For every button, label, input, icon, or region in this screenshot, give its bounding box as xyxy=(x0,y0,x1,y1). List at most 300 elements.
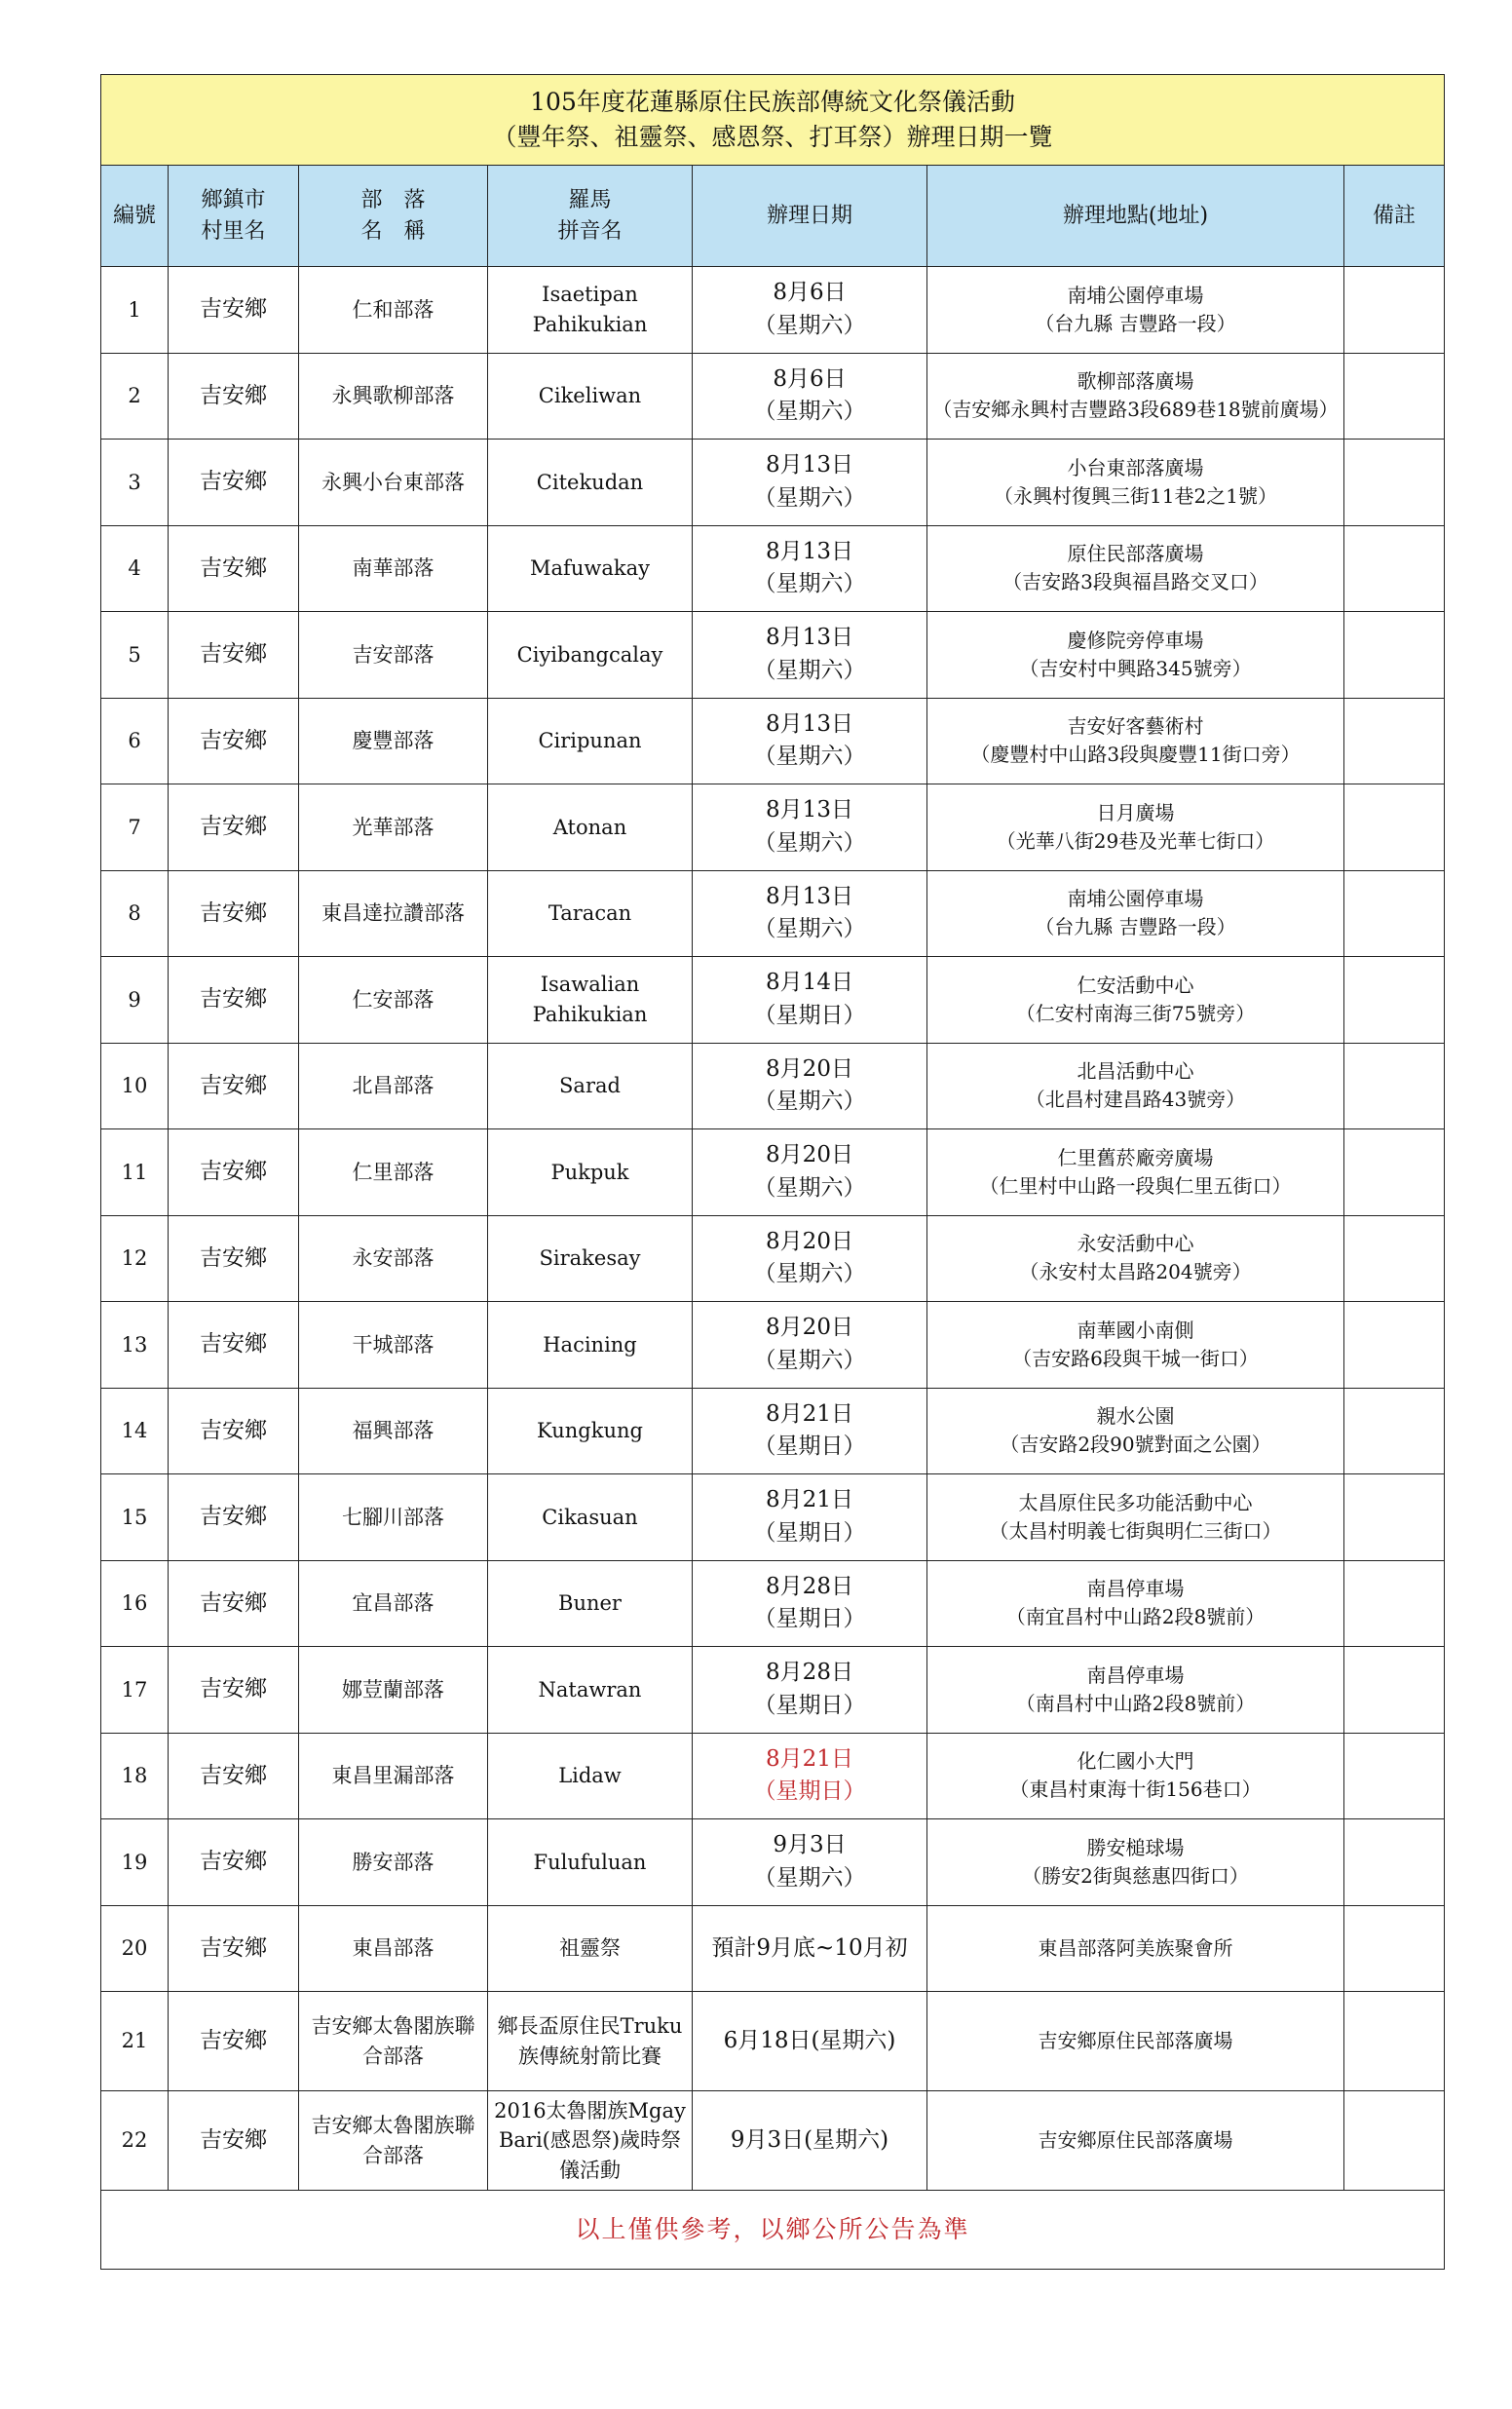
row-town xyxy=(169,267,299,354)
row-place-place2: （永興村復興三街11巷2之1號） xyxy=(994,483,1277,508)
row-date xyxy=(693,353,927,440)
row-roman xyxy=(488,1129,693,1216)
table-row xyxy=(101,525,1445,612)
row-place-place1: 原住民部落廣場 xyxy=(1067,542,1204,566)
row-roman xyxy=(488,2091,693,2191)
table-row xyxy=(101,870,1445,957)
row-tribe-tribe: 宜昌部落 xyxy=(352,1591,435,1616)
row-town-town: 吉安鄉 xyxy=(200,1676,267,1702)
row-num xyxy=(101,870,169,957)
row-num-num: 1 xyxy=(128,297,141,322)
row-roman xyxy=(488,1388,693,1474)
row-tribe xyxy=(299,267,488,354)
row-town xyxy=(169,353,299,440)
row-town xyxy=(169,957,299,1044)
row-place xyxy=(927,440,1344,526)
row-tribe-tribe: 東昌部落 xyxy=(352,1936,435,1961)
table-row xyxy=(101,2091,1445,2191)
row-num-num: 17 xyxy=(121,1677,148,1702)
row-tribe-tribe: 南華部落 xyxy=(352,556,435,581)
row-tribe-tribe: 仁里部落 xyxy=(352,1160,435,1184)
row-num-num: 19 xyxy=(121,1850,148,1874)
row-place-place2: （勝安2街與慈惠四街口） xyxy=(1022,1863,1249,1888)
table-row xyxy=(101,1043,1445,1129)
row-date-date2: （星期六） xyxy=(753,484,866,511)
row-roman-roman1: Atonan xyxy=(552,815,627,839)
row-tribe xyxy=(299,870,488,957)
row-town-town: 吉安鄉 xyxy=(200,1331,267,1357)
row-note xyxy=(1344,1302,1445,1389)
row-town xyxy=(169,1043,299,1129)
row-place-place2: （吉安村中興路345號旁） xyxy=(1019,656,1252,680)
row-place-place1: 南華國小南側 xyxy=(1077,1318,1194,1342)
row-date-date2: （星期六） xyxy=(753,1089,866,1115)
row-num xyxy=(101,1474,169,1561)
row-roman-roman1: Natawran xyxy=(538,1677,642,1702)
row-tribe xyxy=(299,1819,488,1906)
row-place xyxy=(927,1733,1344,1819)
row-num xyxy=(101,1043,169,1129)
row-num-num: 18 xyxy=(121,1764,148,1788)
row-town-town: 吉安鄉 xyxy=(200,986,267,1013)
row-roman-roman1: Ciyibangcalay xyxy=(516,642,663,667)
row-place-place1: 仁安活動中心 xyxy=(1077,973,1194,997)
row-place xyxy=(927,2091,1344,2191)
row-town xyxy=(169,1647,299,1734)
row-roman-roman1: Mafuwakay xyxy=(530,556,650,581)
row-place-place2: （南昌村中山路2段8號前） xyxy=(1015,1691,1256,1715)
row-date-date1: 預計9月底~10月初 xyxy=(711,1934,908,1961)
row-num xyxy=(101,1215,169,1302)
row-date-date1: 8月20日 xyxy=(766,1315,853,1341)
row-roman-roman1: Isawalian xyxy=(540,973,640,997)
row-date-date1: 8月13日 xyxy=(766,452,853,478)
row-date-date1: 8月13日 xyxy=(766,883,853,909)
row-place-place1: 親水公園 xyxy=(1096,1404,1175,1429)
table-row xyxy=(101,1302,1445,1389)
row-num-num: 22 xyxy=(121,2128,148,2153)
row-num xyxy=(101,440,169,526)
table-row xyxy=(101,784,1445,871)
row-roman xyxy=(488,1302,693,1389)
schedule-rows xyxy=(101,267,1445,2191)
row-tribe xyxy=(299,784,488,871)
row-note xyxy=(1344,2091,1445,2191)
row-place-place1: 東昌部落阿美族聚會所 xyxy=(1038,1935,1233,1960)
row-date xyxy=(693,1560,927,1647)
row-tribe xyxy=(299,957,488,1044)
row-date-date2: （星期六） xyxy=(753,829,866,856)
row-date-date2: （星期六） xyxy=(753,657,866,683)
row-date-date2: （星期六） xyxy=(753,1347,866,1373)
row-date xyxy=(693,1129,927,1216)
row-town-town: 吉安鄉 xyxy=(200,1244,267,1271)
row-num xyxy=(101,1560,169,1647)
row-town-town: 吉安鄉 xyxy=(200,1417,267,1443)
row-tribe xyxy=(299,612,488,699)
row-note xyxy=(1344,1129,1445,1216)
row-roman xyxy=(488,353,693,440)
table-row xyxy=(101,957,1445,1044)
header-tribe-line2: 名 稱 xyxy=(360,218,426,244)
row-num-num: 5 xyxy=(128,642,141,667)
row-place-place1: 吉安好客藝術村 xyxy=(1067,714,1204,739)
row-tribe xyxy=(299,1043,488,1129)
row-date-date2: （星期日） xyxy=(753,1692,866,1718)
row-date-date1: 8月20日 xyxy=(766,1055,853,1082)
row-town xyxy=(169,2091,299,2191)
row-date xyxy=(693,1905,927,1992)
title-line-2: （豐年祭、祖靈祭、感恩祭、打耳祭）辦理日期一覽 xyxy=(492,123,1053,151)
row-num-num: 8 xyxy=(128,901,141,926)
row-roman xyxy=(488,1560,693,1647)
row-roman-roman1: Pukpuk xyxy=(550,1160,629,1184)
row-roman xyxy=(488,957,693,1044)
row-date xyxy=(693,2091,927,2191)
row-town-town: 吉安鄉 xyxy=(200,1934,267,1961)
row-date-date2: （星期六） xyxy=(753,1174,866,1201)
row-tribe-tribe: 福興部落 xyxy=(352,1419,435,1443)
row-town xyxy=(169,1474,299,1561)
row-place-place1: 小台東部落廣場 xyxy=(1067,455,1204,479)
row-town xyxy=(169,1129,299,1216)
row-date xyxy=(693,1388,927,1474)
row-num-num: 13 xyxy=(121,1332,148,1357)
row-roman-roman1: 祖靈祭 xyxy=(559,1936,621,1961)
row-date-date2: （星期六） xyxy=(753,1864,866,1891)
row-roman xyxy=(488,784,693,871)
row-town-town: 吉安鄉 xyxy=(200,469,267,495)
row-tribe xyxy=(299,1388,488,1474)
row-date-date1: 8月6日 xyxy=(773,365,847,392)
table-row xyxy=(101,353,1445,440)
row-note xyxy=(1344,267,1445,354)
row-date-date2: （星期六） xyxy=(753,1261,866,1287)
row-town-town: 吉安鄉 xyxy=(200,1762,267,1788)
row-tribe-tribe: 吉安鄉太魯閣族聯合部落 xyxy=(311,2014,475,2068)
row-place xyxy=(927,1215,1344,1302)
row-note xyxy=(1344,957,1445,1044)
row-date-date1: 8月21日 xyxy=(766,1745,853,1772)
row-date xyxy=(693,784,927,871)
row-note xyxy=(1344,698,1445,784)
row-date-date1: 9月3日(星期六) xyxy=(730,2126,889,2153)
row-num-num: 9 xyxy=(128,987,141,1012)
title-row xyxy=(101,75,1445,166)
footer-row xyxy=(101,2191,1445,2270)
row-roman-roman1: Taracan xyxy=(548,901,632,926)
row-note xyxy=(1344,1647,1445,1734)
row-num-num: 16 xyxy=(121,1591,148,1616)
row-roman-roman1: Hacining xyxy=(543,1332,637,1357)
table-row xyxy=(101,1215,1445,1302)
row-tribe xyxy=(299,698,488,784)
row-date xyxy=(693,440,927,526)
row-tribe-tribe: 吉安部落 xyxy=(352,642,435,667)
row-roman-roman1: Ciripunan xyxy=(538,729,642,753)
header-tribe-line1: 部 落 xyxy=(360,187,426,212)
table-row xyxy=(101,1992,1445,2091)
row-tribe xyxy=(299,1215,488,1302)
row-place xyxy=(927,1560,1344,1647)
table-row xyxy=(101,267,1445,354)
row-note xyxy=(1344,525,1445,612)
row-date xyxy=(693,525,927,612)
row-town xyxy=(169,698,299,784)
row-place-place2: （南宜昌村中山路2段8號前） xyxy=(1005,1605,1266,1629)
row-date-date1: 8月21日 xyxy=(766,1400,853,1427)
row-date-date1: 9月3日 xyxy=(773,1832,847,1858)
row-place-place2: （吉安路3段與福昌路交叉口） xyxy=(1002,570,1268,594)
row-num xyxy=(101,1388,169,1474)
row-town-town: 吉安鄉 xyxy=(200,641,267,668)
row-place-place1: 北昌活動中心 xyxy=(1077,1059,1194,1084)
row-place-place2: （仁里村中山路一段與仁里五街口） xyxy=(979,1173,1292,1198)
row-roman-roman1: 2016太魯閣族Mgay Bari(感恩祭)歲時祭儀活動 xyxy=(494,2098,686,2182)
row-town-town: 吉安鄉 xyxy=(200,1589,267,1616)
row-num xyxy=(101,1905,169,1992)
row-num xyxy=(101,698,169,784)
row-place-place2: （台九縣 吉豐路一段） xyxy=(1035,915,1236,939)
row-tribe-tribe: 吉安鄉太魯閣族聯合部落 xyxy=(311,2114,475,2167)
row-date-date2: （星期六） xyxy=(753,916,866,942)
table-row xyxy=(101,1388,1445,1474)
row-place xyxy=(927,698,1344,784)
row-tribe-tribe: 永興小台東部落 xyxy=(321,470,465,494)
row-town-town: 吉安鄉 xyxy=(200,1159,267,1185)
row-roman-roman1: Sarad xyxy=(559,1074,621,1098)
row-town-town: 吉安鄉 xyxy=(200,1849,267,1875)
row-num-num: 6 xyxy=(128,729,141,753)
row-num xyxy=(101,1992,169,2091)
row-date-date1: 8月14日 xyxy=(766,970,853,996)
row-roman-roman1: Lidaw xyxy=(558,1764,622,1788)
row-place-place1: 南埔公園停車場 xyxy=(1067,283,1204,307)
row-date xyxy=(693,612,927,699)
row-date-date1: 8月20日 xyxy=(766,1142,853,1168)
row-roman-roman1: Cikasuan xyxy=(542,1505,638,1529)
row-date-date1: 8月20日 xyxy=(766,1228,853,1254)
row-place-place2: （永安村太昌路204號旁） xyxy=(1019,1260,1252,1284)
row-note xyxy=(1344,1474,1445,1561)
header-town-line2: 村里名 xyxy=(201,218,266,244)
row-town-town: 吉安鄉 xyxy=(200,1504,267,1530)
footer-note: 以上僅供參考，以鄉公所公告為準 xyxy=(101,2191,1445,2270)
row-tribe-tribe: 北昌部落 xyxy=(352,1074,435,1098)
row-date xyxy=(693,1302,927,1389)
row-num-num: 12 xyxy=(121,1246,148,1271)
row-place-place2: （吉安路6段與干城一街口） xyxy=(1012,1346,1259,1370)
row-roman xyxy=(488,698,693,784)
row-roman-roman1: Cikeliwan xyxy=(538,384,642,408)
row-date xyxy=(693,1474,927,1561)
row-place-place1: 南昌停車場 xyxy=(1086,1577,1185,1601)
row-town-town: 吉安鄉 xyxy=(200,2126,267,2153)
row-date-date2: （星期日） xyxy=(753,1434,866,1460)
row-place-place1: 仁里舊菸廠旁廣場 xyxy=(1057,1145,1214,1169)
row-place-place1: 歌柳部落廣場 xyxy=(1077,369,1194,394)
title-line-1: 105年度花蓮縣原住民族部傳統文化祭儀活動 xyxy=(530,87,1015,116)
row-town xyxy=(169,1733,299,1819)
row-tribe-tribe: 仁和部落 xyxy=(352,297,435,322)
header-num: 編號 xyxy=(101,166,169,267)
row-tribe xyxy=(299,353,488,440)
row-date-date1: 8月13日 xyxy=(766,538,853,564)
row-tribe-tribe: 七腳川部落 xyxy=(342,1505,444,1529)
row-note xyxy=(1344,1388,1445,1474)
row-date-date1: 8月13日 xyxy=(766,625,853,651)
schedule-sheet xyxy=(100,74,1444,2270)
row-town xyxy=(169,1819,299,1906)
row-roman xyxy=(488,1905,693,1992)
row-date-date1: 8月13日 xyxy=(766,710,853,737)
row-date-date1: 8月28日 xyxy=(766,1660,853,1686)
row-place-place1: 日月廣場 xyxy=(1096,800,1175,824)
row-roman xyxy=(488,870,693,957)
row-roman-roman2: Pahikukian xyxy=(532,1002,648,1026)
row-note xyxy=(1344,870,1445,957)
row-town-town: 吉安鄉 xyxy=(200,554,267,581)
row-num xyxy=(101,1647,169,1734)
row-town xyxy=(169,1992,299,2091)
row-place-place1: 永安活動中心 xyxy=(1077,1232,1194,1256)
row-date-date2: （星期六） xyxy=(753,399,866,425)
row-date xyxy=(693,1215,927,1302)
row-roman-roman1: Isaetipan xyxy=(542,283,638,307)
row-date xyxy=(693,267,927,354)
row-tribe-tribe: 光華部落 xyxy=(352,815,435,839)
row-tribe-tribe: 東昌達拉讚部落 xyxy=(321,901,465,926)
row-num xyxy=(101,1819,169,1906)
row-roman xyxy=(488,440,693,526)
row-town xyxy=(169,1905,299,1992)
row-roman xyxy=(488,1647,693,1734)
row-place-place1: 慶修院旁停車場 xyxy=(1067,628,1204,652)
header-place: 辦理地點(地址) xyxy=(927,166,1344,267)
row-roman xyxy=(488,525,693,612)
row-place xyxy=(927,1474,1344,1561)
row-num-num: 7 xyxy=(128,815,141,839)
row-roman-roman1: Fulufuluan xyxy=(533,1850,647,1874)
row-date xyxy=(693,698,927,784)
schedule-table xyxy=(100,74,1445,2270)
row-tribe xyxy=(299,1733,488,1819)
table-row xyxy=(101,1819,1445,1906)
row-place xyxy=(927,1388,1344,1474)
page-title xyxy=(101,75,1445,166)
row-date-date2: （星期六） xyxy=(753,571,866,597)
header-roman xyxy=(488,166,693,267)
header-date: 辦理日期 xyxy=(693,166,927,267)
row-num-num: 14 xyxy=(121,1419,148,1443)
row-tribe-tribe: 永安部落 xyxy=(352,1246,435,1271)
row-tribe xyxy=(299,1905,488,1992)
row-tribe xyxy=(299,1474,488,1561)
row-town xyxy=(169,784,299,871)
row-roman xyxy=(488,1215,693,1302)
row-town-town: 吉安鄉 xyxy=(200,899,267,926)
row-roman xyxy=(488,1733,693,1819)
row-note xyxy=(1344,1905,1445,1992)
row-date-date2: （星期六） xyxy=(753,744,866,770)
row-tribe-tribe: 仁安部落 xyxy=(352,987,435,1012)
row-note xyxy=(1344,1560,1445,1647)
row-roman xyxy=(488,1819,693,1906)
row-place xyxy=(927,1302,1344,1389)
table-row xyxy=(101,1560,1445,1647)
row-town xyxy=(169,440,299,526)
row-place xyxy=(927,1129,1344,1216)
row-date-date1: 8月6日 xyxy=(773,280,847,306)
row-town-town: 吉安鄉 xyxy=(200,1072,267,1098)
row-roman xyxy=(488,1043,693,1129)
row-note xyxy=(1344,440,1445,526)
row-place-place1: 南埔公園停車場 xyxy=(1067,887,1204,911)
row-note xyxy=(1344,1819,1445,1906)
row-date-date2: （星期六） xyxy=(753,312,866,338)
header-note: 備註 xyxy=(1344,166,1445,267)
row-note xyxy=(1344,1215,1445,1302)
row-date xyxy=(693,957,927,1044)
row-place-place2: （東昌村東海十街156巷口） xyxy=(1009,1778,1262,1802)
row-place xyxy=(927,1647,1344,1734)
row-tribe-tribe: 勝安部落 xyxy=(352,1850,435,1874)
row-town-town: 吉安鄉 xyxy=(200,814,267,840)
row-date-date1: 8月13日 xyxy=(766,797,853,823)
row-num xyxy=(101,267,169,354)
row-roman xyxy=(488,267,693,354)
row-place xyxy=(927,870,1344,957)
row-tribe xyxy=(299,2091,488,2191)
header-row xyxy=(101,166,1445,267)
row-num xyxy=(101,525,169,612)
row-roman xyxy=(488,1474,693,1561)
row-place-place2: （北昌村建昌路43號旁） xyxy=(1025,1088,1246,1112)
table-row xyxy=(101,1474,1445,1561)
row-place-place2: （光華八街29巷及光華七街口） xyxy=(996,828,1275,853)
row-place xyxy=(927,612,1344,699)
row-place-place2: （吉安路2段90號對面之公園） xyxy=(1000,1433,1271,1457)
row-num xyxy=(101,1129,169,1216)
header-roman-line1: 羅馬 xyxy=(568,187,612,212)
row-num-num: 4 xyxy=(128,556,141,581)
row-place xyxy=(927,353,1344,440)
row-place xyxy=(927,1992,1344,2091)
row-tribe-tribe: 慶豐部落 xyxy=(352,729,435,753)
row-num-num: 21 xyxy=(121,2029,148,2053)
header-town-line1: 鄉鎮市 xyxy=(201,187,266,212)
row-town xyxy=(169,1388,299,1474)
row-place-place1: 化仁國小大門 xyxy=(1077,1749,1194,1774)
row-tribe-tribe: 東昌里漏部落 xyxy=(331,1764,455,1788)
row-tribe-tribe: 干城部落 xyxy=(352,1332,435,1357)
row-place-place1: 太昌原住民多功能活動中心 xyxy=(1018,1490,1253,1514)
header-roman-line2: 拼音名 xyxy=(557,218,623,244)
row-roman-roman1: Sirakesay xyxy=(539,1246,641,1271)
row-date-date2: （星期日） xyxy=(753,1606,866,1632)
row-roman-roman2: Pahikukian xyxy=(532,312,648,336)
row-place-place2: （吉安鄉永興村吉豐路3段689巷18號前廣場） xyxy=(932,398,1339,422)
row-place xyxy=(927,957,1344,1044)
row-note xyxy=(1344,612,1445,699)
row-town xyxy=(169,1302,299,1389)
row-place xyxy=(927,525,1344,612)
row-date xyxy=(693,1992,927,2091)
row-tribe xyxy=(299,1992,488,2091)
row-place xyxy=(927,267,1344,354)
row-num xyxy=(101,612,169,699)
row-place-place2: （慶豐村中山路3段與慶豐11街口旁） xyxy=(970,743,1301,767)
